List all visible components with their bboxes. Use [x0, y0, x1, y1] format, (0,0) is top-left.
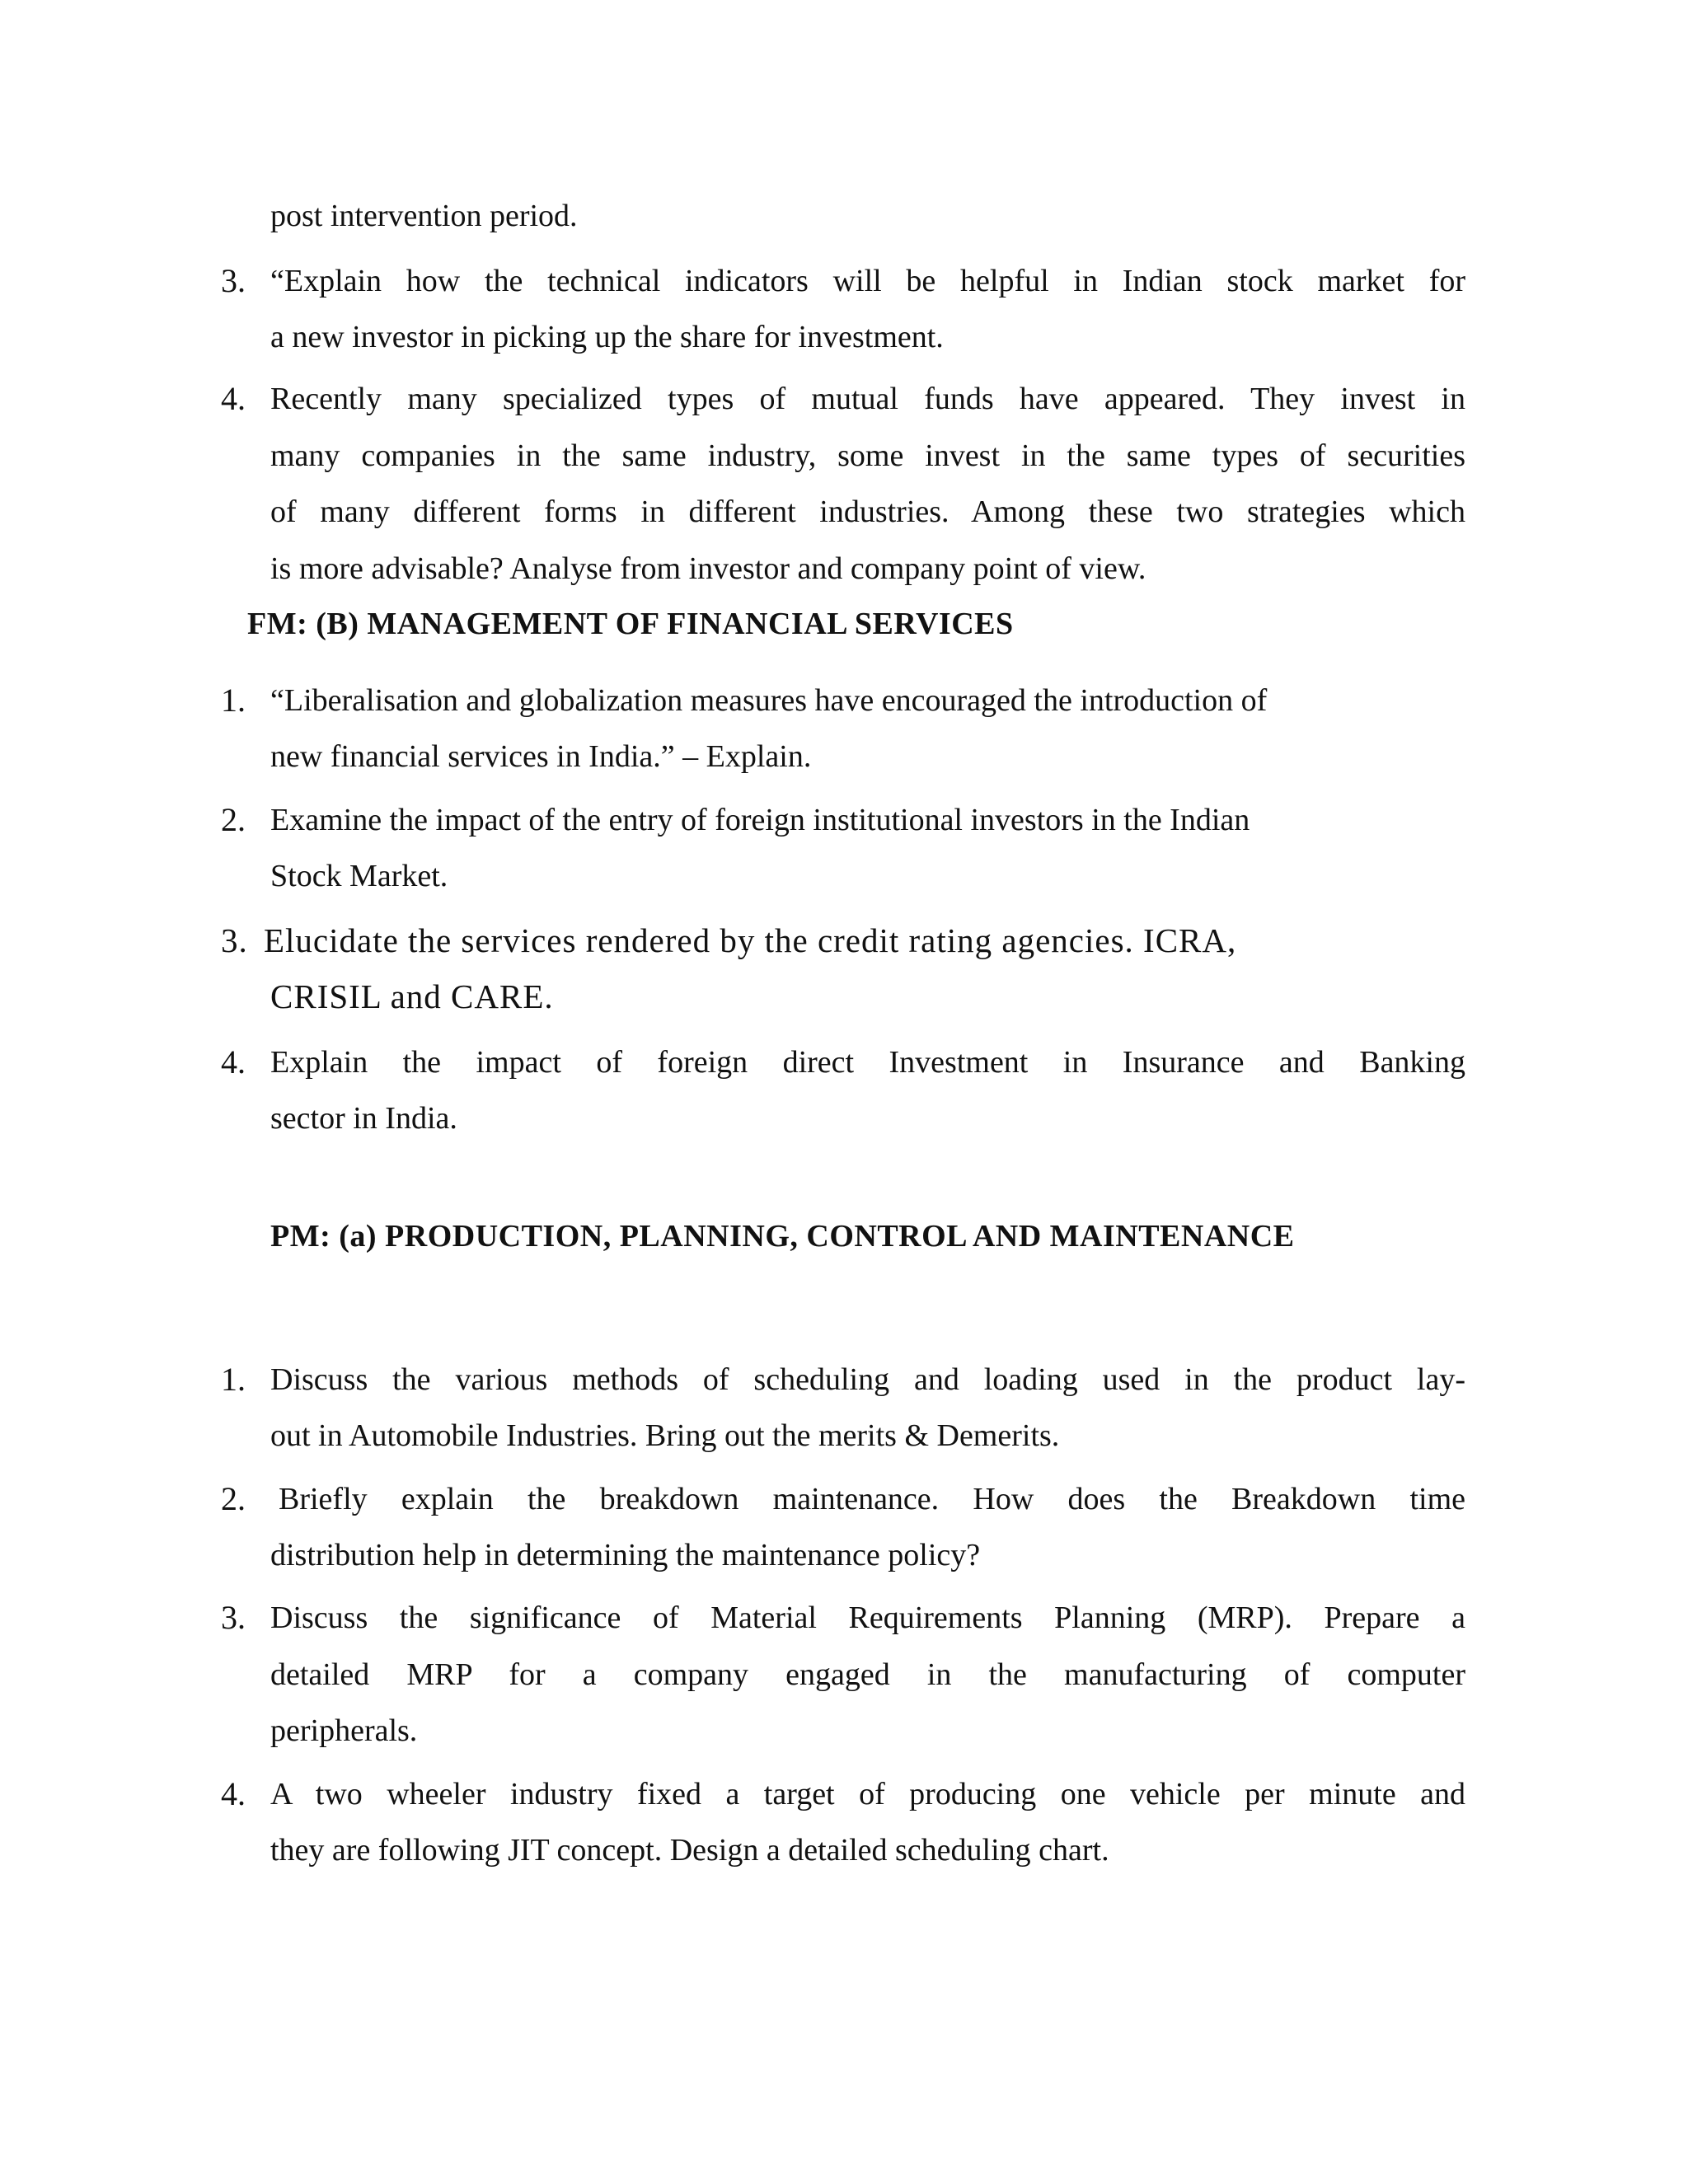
pm-a-heading: PM: (a) PRODUCTION, PLANNING, CONTROL AND MAINTENANCE: [270, 1219, 1295, 1254]
fm-b-item-4-line-2: sector in India.: [270, 1101, 457, 1136]
pm-a-item-3-line-2: detailed MRP for a company engaged in the manufacturing of computer: [270, 1657, 1465, 1692]
fm-b-item-1-line-2: new financial services in India.” – Explain.: [270, 739, 812, 774]
pm-a-item-1-number: 1.: [221, 1361, 246, 1398]
pm-a-item-3-number: 3.: [221, 1599, 246, 1636]
pm-a-item-4-line-2: they are following JIT concept. Design a detailed scheduling chart.: [270, 1833, 1109, 1868]
fm-b-item-2-line-2: Stock Market.: [270, 859, 448, 893]
fm-b-item-3-line-2: CRISIL and CARE.: [270, 977, 554, 1015]
fm-a-item-4-number: 4.: [221, 380, 246, 417]
pm-a-item-2-number: 2.: [221, 1480, 246, 1517]
pm-a-item-2-line-2: distribution help in determining the maintenance policy?: [270, 1538, 981, 1572]
fm-a-item-4-line-4: is more advisable? Analyse from investor and company point of view.: [270, 551, 1146, 586]
fm-a-item-3-line-2: a new investor in picking up the share for investment.: [270, 320, 944, 354]
fm-b-item-3-line-1: Elucidate the services rendered by the credit rating agencies. ICRA,: [264, 921, 1237, 959]
intro-line: post intervention period.: [270, 199, 578, 233]
fm-a-item-3-line-1: “Explain how the technical indicators will be helpful in Indian stock market for: [270, 264, 1465, 298]
fm-b-item-2-line-1: Examine the impact of the entry of foreign institutional investors in the Indian: [270, 803, 1250, 837]
fm-b-item-3-number: 3.: [221, 921, 248, 959]
fm-a-item-3-number: 3.: [221, 262, 246, 299]
pm-a-item-3-line-1: Discuss the significance of Material Requirements Planning (MRP). Prepare a: [270, 1601, 1465, 1635]
pm-a-item-3-line-3: peripherals.: [270, 1713, 418, 1748]
pm-a-item-1-line-1: Discuss the various methods of scheduling and loading used in the product lay-: [270, 1362, 1465, 1397]
fm-b-item-2-number: 2.: [221, 801, 246, 838]
fm-b-item-1-line-1: “Liberalisation and globalization measures have encouraged the introduction of: [270, 683, 1268, 718]
pm-a-item-4-number: 4.: [221, 1775, 246, 1812]
pm-a-item-4-line-1: A two wheeler industry fixed a target of producing one vehicle per minute and: [270, 1777, 1465, 1811]
fm-a-item-4-line-2: many companies in the same industry, some invest in the same types of securities: [270, 438, 1465, 473]
fm-a-item-4-line-3: of many different forms in different industries. Among these two strategies which: [270, 494, 1465, 529]
fm-b-item-1-number: 1.: [221, 682, 246, 719]
fm-a-item-4-line-1: Recently many specialized types of mutual funds have appeared. They invest in: [270, 382, 1465, 416]
fm-b-item-4-number: 4.: [221, 1043, 246, 1080]
fm-b-item-4-line-1: Explain the impact of foreign direct Investment in Insurance and Banking: [270, 1045, 1465, 1080]
fm-b-heading: FM: (B) MANAGEMENT OF FINANCIAL SERVICES: [247, 607, 1014, 641]
pm-a-item-2-line-1: Briefly explain the breakdown maintenance. How does the Breakdown time: [279, 1482, 1465, 1516]
pm-a-item-1-line-2: out in Automobile Industries. Bring out the merits & Demerits.: [270, 1418, 1060, 1453]
